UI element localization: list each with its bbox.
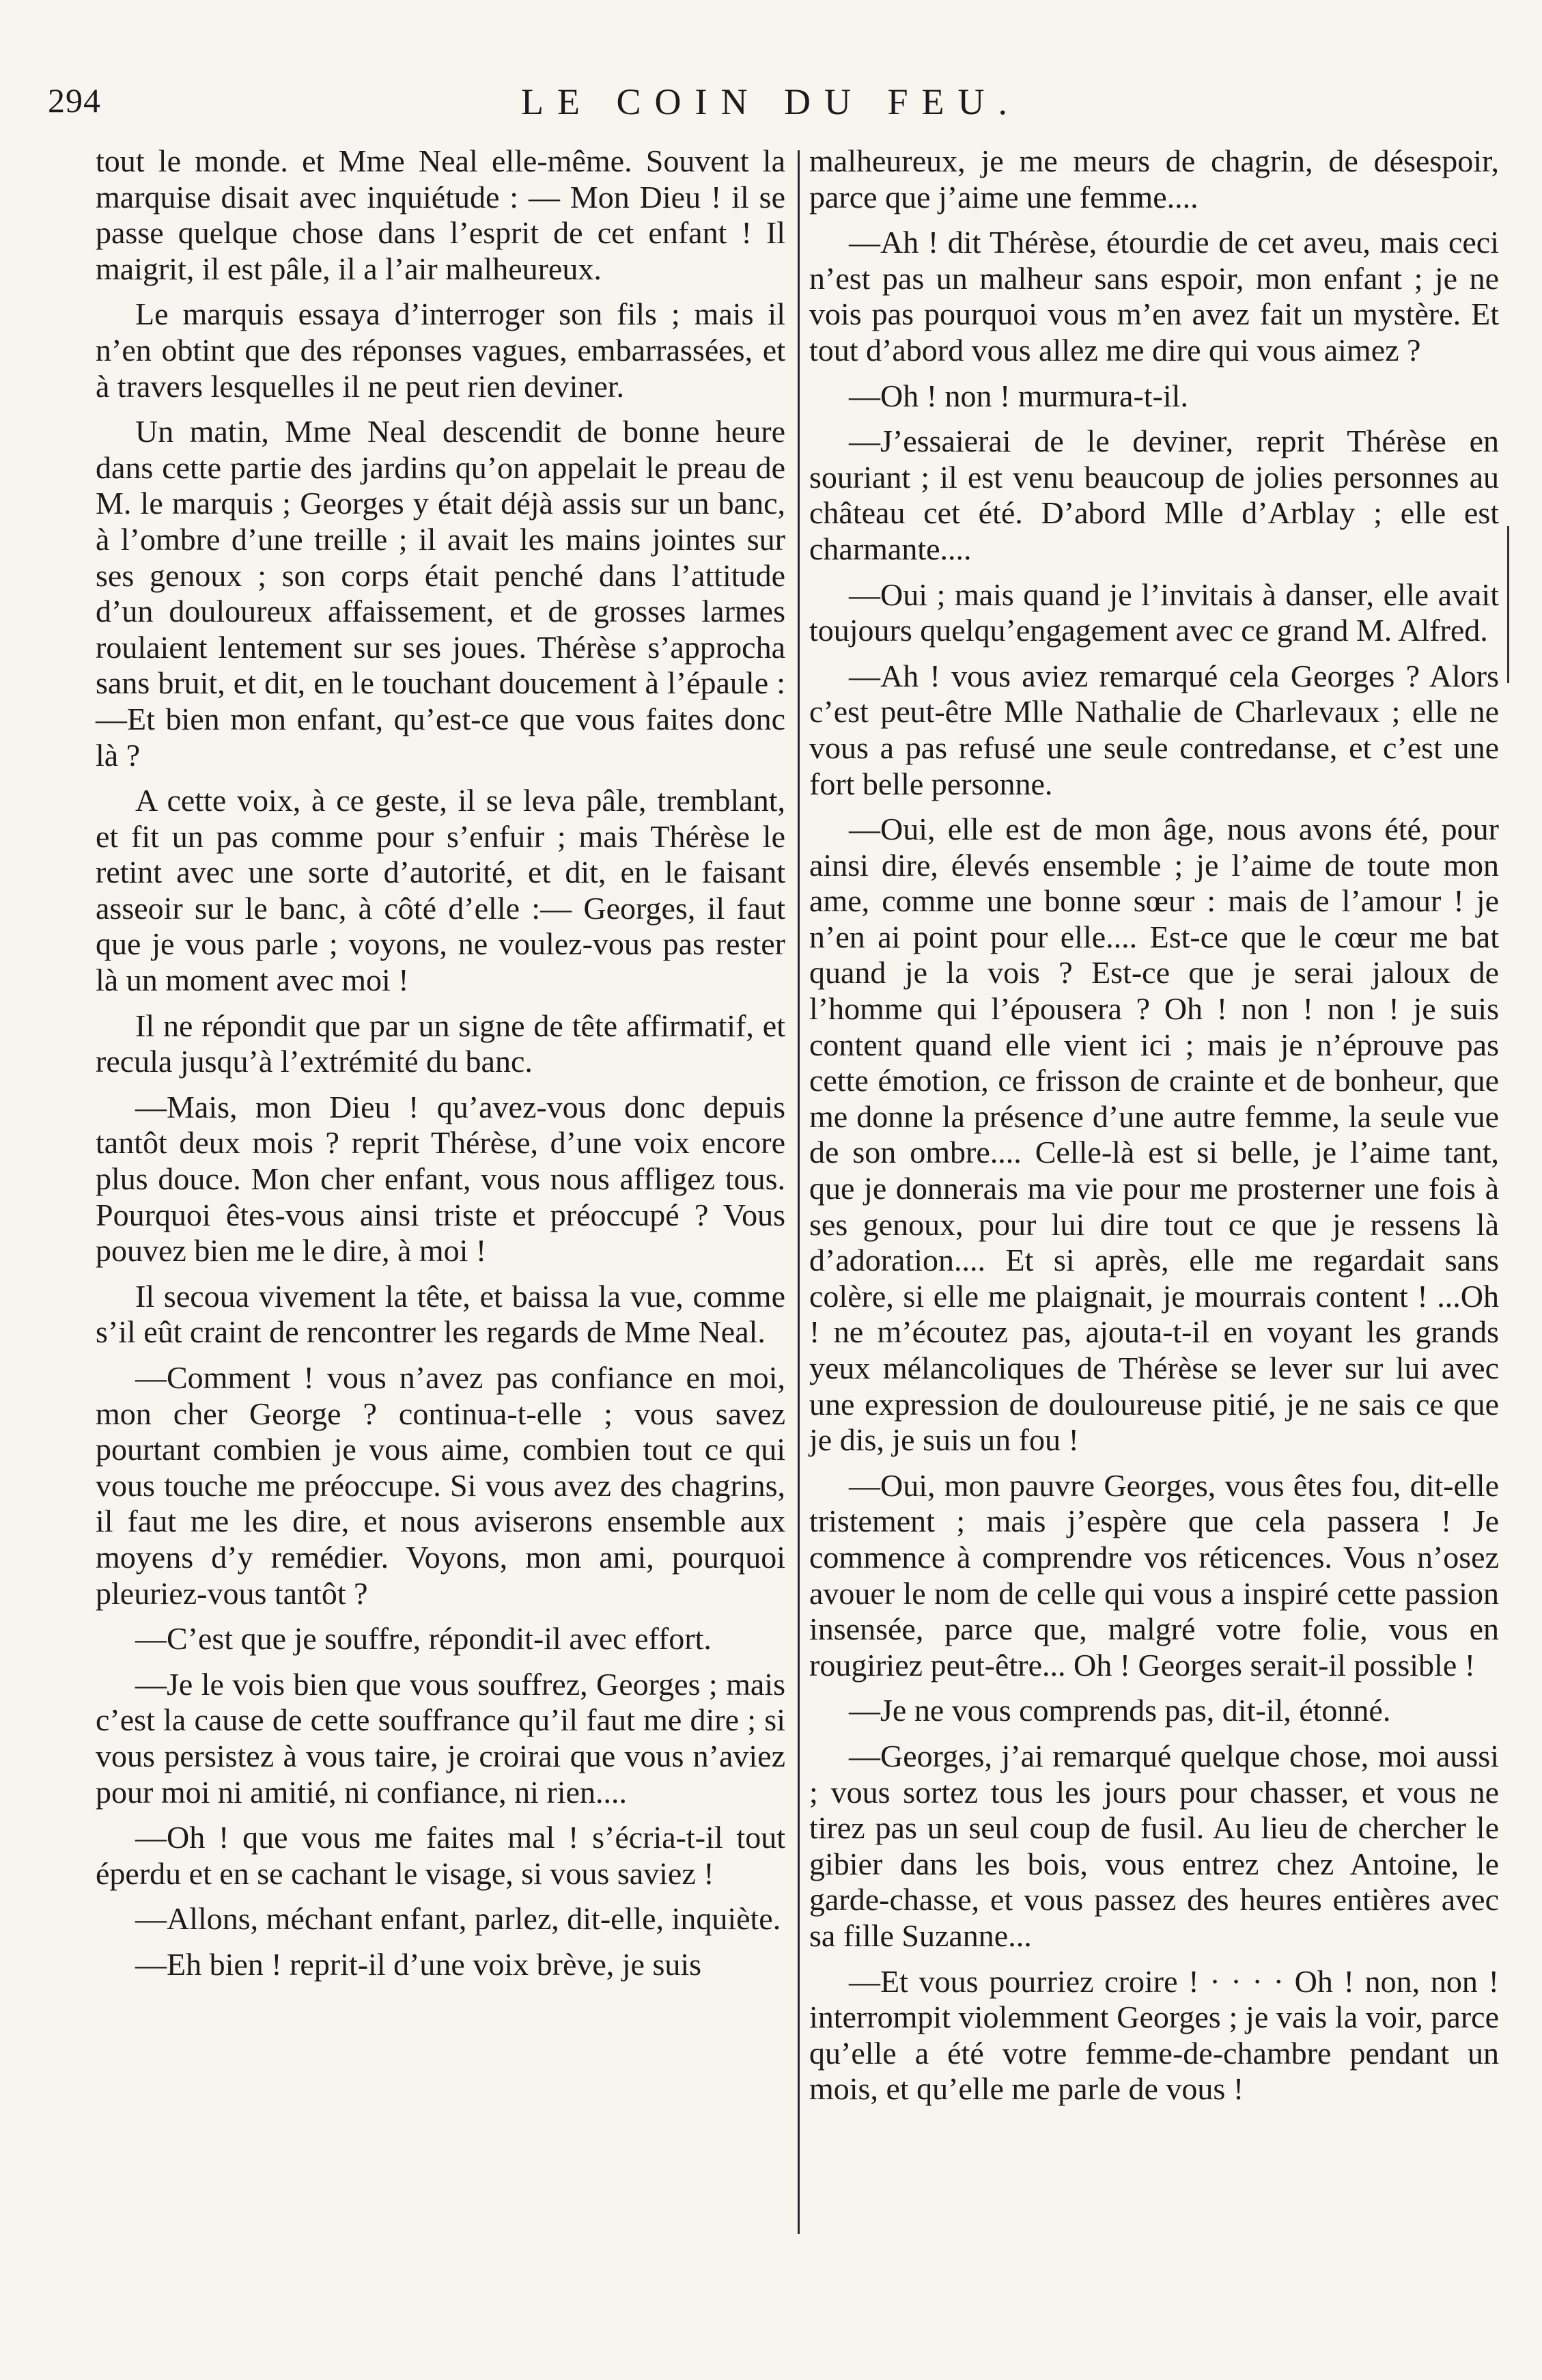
paragraph: Il ne répondit que par un signe de tête affirmatif, et recula jusqu’à l’extrémité du banc. [96, 1008, 785, 1079]
paragraph: —J’essaierai de le deviner, reprit Thérèse en souriant ; il est venu beaucoup de jolies personnes au château cet été. D’abord Mlle d’Arblay ; elle est charmante.... [809, 424, 1499, 566]
page-header [48, 81, 1494, 135]
paragraph: Il secoua vivement la tête, et baissa la vue, comme s’il eût craint de rencontrer les regards de Mme Neal. [96, 1278, 785, 1350]
column-divider [798, 150, 800, 2234]
margin-mark [1507, 526, 1509, 683]
paragraph: —Je ne vous comprends pas, dit-il, étonné. [849, 1693, 1391, 1728]
paragraph: —Allons, méchant enfant, parlez, dit-elle, inquiète. [135, 1901, 781, 1937]
paragraph: —Oui ; mais quand je l’invitais à danser, elle avait toujours quelqu’engagement avec ce grand M. Alfred. [809, 577, 1499, 648]
paragraph: Un matin, Mme Neal descendit de bonne heure dans cette partie des jardins qu’on appelait le preau de M. le marquis ; Georges y était déjà assis sur un banc, à l’ombre d’une treille ; il avait les mains jointes sur ses genoux ; son corps était penché dans l’attitude d’un douloureux affaissement, et de grosses larmes roulaient lentement sur ses joues. Thérèse s’approcha sans bruit, et dit, en le touchant doucement à l’épaule :—Et bien mon enfant, qu’est-ce que vous faites donc là ? [96, 414, 785, 773]
paragraph: —Georges, j’ai remarqué quelque chose, moi aussi ; vous sortez tous les jours pour chasser, et vous ne tirez pas un seul coup de fusil. Au lieu de chercher le gibier dans les bois, vous entrez chez Antoine, le garde-chasse, et vous passez des heures entières avec sa fille Suzanne... [809, 1738, 1499, 1953]
paragraph: —Oh ! non ! murmura-t-il. [849, 378, 1188, 413]
paragraph: —Mais, mon Dieu ! qu’avez-vous donc depuis tantôt deux mois ? reprit Thérèse, d’une voix encore plus douce. Mon cher enfant, vous nous affligez tous. Pourquoi êtes-vous ainsi triste et préoccupé ? Vous pouvez bien me le dire, à moi ! [96, 1089, 785, 1269]
paragraph: —Oh ! que vous me faites mal ! s’écria-t-il tout éperdu et en se cachant le visage, si vous saviez ! [96, 1820, 785, 1891]
paragraph: —Comment ! vous n’avez pas confiance en moi, mon cher George ? continua-t-elle ; vous savez pourtant combien je vous aime, combien tout ce qui vous touche me préoccupe. Si vous avez des chagrins, il faut me les dire, et nous aviserons ensemble aux moyens d’y remédier. Voyons, mon ami, pourquoi pleuriez-vous tantôt ? [96, 1360, 785, 1611]
paragraph: A cette voix, à ce geste, il se leva pâle, tremblant, et fit un pas comme pour s’enfuir ; mais Thérèse le retint avec une sorte d’autorité, et dit, en le faisant asseoir sur le banc, à côté d’elle :— Georges, il faut que je vous parle ; voyons, ne voulez-vous pas rester là un moment avec moi ! [96, 783, 785, 998]
paragraph: —Oui, mon pauvre Georges, vous êtes fou, dit-elle tristement ; mais j’espère que cela passera ! Je commence à comprendre vos réticences. Vous n’osez avouer le nom de celle qui vous a inspiré cette passion insensée, parce que, malgré votre folie, vous en rougiriez peut-être... Oh ! Georges serait-il possible ! [809, 1467, 1499, 1683]
paragraph: —Ah ! dit Thérèse, étourdie de cet aveu, mais ceci n’est pas un malheur sans espoir, mon enfant ; je ne vois pas pourquoi vous m’en avez fait un mystère. Et tout d’abord vous allez me dire qui vous aimez ? [809, 225, 1499, 368]
page-number: 294 [48, 81, 101, 120]
paragraph: Le marquis essaya d’interroger son fils ; mais il n’en obtint que des réponses vagues, embarrassées, et à travers lesquelles il ne peut rien deviner. [96, 296, 785, 404]
paragraph: —Eh bien ! reprit-il d’une voix brève, je suis [135, 1946, 702, 1982]
running-title: LE COIN DU FEU. [521, 81, 1021, 122]
paragraph: —Oui, elle est de mon âge, nous avons été, pour ainsi dire, élevés ensemble ; je l’aime de toute mon ame, comme une bonne sœur : mais de l’amour ! je n’en ai point pour elle.... Est-ce que le cœur me bat quand je la vois ? Est-ce que je serai jaloux de l’homme qui l’épousera ? Oh ! non ! non ! je suis content quand elle vient ici ; mais je n’éprouve pas cette émotion, ce frisson de crainte et de bonheur, que me donne la présence d’une autre femme, la seule vue de son ombre.... Celle-là est si belle, je l’aime tant, que je donnerais ma vie pour me prosterner une fois à ses genoux, pour lui dire tout ce que je ressens là d’adoration.... Et si après, elle me regardait sans colère, si elle me plaignait, je mourrais content ! ...Oh ! ne m’écoutez pas, ajouta-t-il en voyant les grands yeux mélancoliques de Thérèse se lever sur lui avec une expression de douloureuse pitié, je ne sais ce que je dis, je suis un fou ! [809, 812, 1499, 1458]
right-column [809, 143, 1499, 2117]
left-column [96, 143, 785, 1993]
paragraph: —Je le vois bien que vous souffrez, Georges ; mais c’est la cause de cette souffrance qu’il faut me dire ; si vous persistez à vous taire, je croirai que vous n’aviez pour moi ni amitié, ni confiance, ni rien.... [96, 1666, 785, 1810]
paragraph: —Et vous pourriez croire ! · · · · Oh ! non, non ! interrompit violemment Georges ; je vais la voir, parce qu’elle a été votre femme-de-chambre pendant un mois, et qu’elle me parle de vous ! [809, 1963, 1499, 2107]
paragraph: —Ah ! vous aviez remarqué cela Georges ? Alors c’est peut-être Mlle Nathalie de Charlevaux ; elle ne vous a pas refusé une seule contredanse, et c’est une fort belle personne. [809, 658, 1499, 801]
paragraph: —C’est que je souffre, répondit-il avec effort. [135, 1621, 712, 1657]
paragraph: malheureux, je me meurs de chagrin, de désespoir, parce que j’aime une femme.... [809, 143, 1499, 215]
paragraph: tout le monde. et Mme Neal elle-même. Souvent la marquise disait avec inquiétude : — Mon Dieu ! il se passe quelque chose dans l’esprit de cet enfant ! Il maigrit, il est pâle, il a l’air malheureux. [96, 143, 785, 286]
